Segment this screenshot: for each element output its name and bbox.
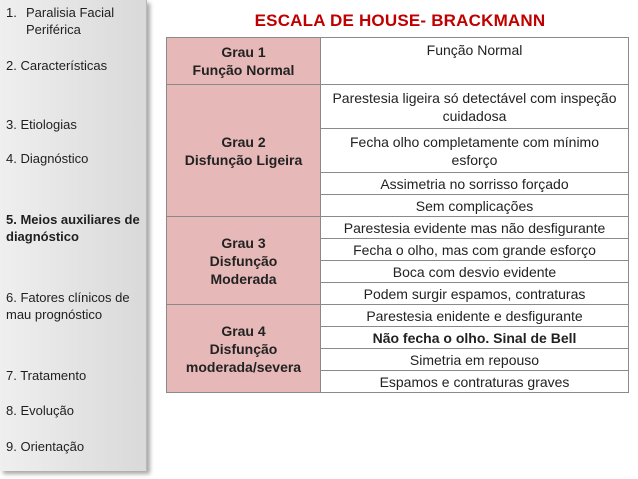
description-cell: Não fecha o olho. Sinal de Bell <box>321 327 629 349</box>
grade-label: Grau 3 <box>221 234 266 251</box>
grade-label: Grau 4 <box>221 322 266 339</box>
table-row <box>167 217 629 239</box>
sidebar-item-diagnostico[interactable]: 4. Diagnóstico <box>6 151 89 166</box>
grade-subtitle: Disfunção <box>209 340 278 357</box>
grade-subtitle-2: moderada/severa <box>185 358 302 375</box>
grade-label: Grau 2 <box>221 133 266 150</box>
grade-label: Grau 1 <box>221 44 266 60</box>
sidebar-item-meios-auxiliares[interactable]: 5. Meios auxiliares de diagnóstico <box>6 212 140 244</box>
table-row <box>167 38 629 85</box>
sidebar-item-tratamento[interactable]: 7. Tratamento <box>6 368 87 383</box>
description-cell: Fecha o olho, mas com grande esforço <box>321 239 629 261</box>
grade-cell-1 <box>167 38 321 85</box>
sidebar-item-label: Paralisia Facial Periférica <box>26 5 115 37</box>
description-cell: Parestesia ligeira só detectável com inspeção cuidadosa <box>321 85 629 129</box>
grade-cell-3 <box>167 217 321 305</box>
description-cell: Boca com desvio evidente <box>321 261 629 283</box>
house-brackmann-table <box>166 37 629 393</box>
sidebar-item-etiologias[interactable]: 3. Etiologias <box>6 117 77 132</box>
grade-cell-4 <box>167 305 321 393</box>
sidebar-item-number: 1. <box>6 5 17 20</box>
grade-cell-2 <box>167 85 321 217</box>
grade-subtitle: Disfunção <box>209 252 278 269</box>
page-title: ESCALA DE HOUSE- BRACKMANN <box>254 11 546 30</box>
sidebar-item-fatores-clinicos[interactable]: 6. Fatores clínicos de mau prognóstico <box>6 290 130 322</box>
sidebar-item-paralisia[interactable] <box>6 4 144 38</box>
description-cell: Sem complicações <box>321 195 629 217</box>
description-cell: Espamos e contraturas graves <box>321 371 629 393</box>
sidebar-item-evolucao[interactable]: 8. Evolução <box>6 403 74 418</box>
description-cell: Podem surgir espamos, contraturas <box>321 283 629 305</box>
sidebar-nav <box>0 0 147 471</box>
sidebar-item-caracteristicas[interactable]: 2. Características <box>6 58 108 73</box>
table-row <box>167 85 629 129</box>
table-row <box>167 305 629 327</box>
description-cell: Parestesia evidente mas não desfigurante <box>321 217 629 239</box>
description-cell: Função Normal <box>321 38 629 85</box>
description-cell: Assimetria no sorrisso forçado <box>321 173 629 195</box>
description-cell: Fecha olho completamente com mínimo esforço <box>321 129 629 173</box>
sidebar-item-orientacao[interactable]: 9. Orientação <box>6 439 85 454</box>
grade-subtitle-2: Moderada <box>210 270 277 287</box>
description-cell: Parestesia enidente e desfigurante <box>321 305 629 327</box>
description-cell: Simetria em repouso <box>321 349 629 371</box>
grade-subtitle: Função Normal <box>192 62 295 78</box>
grade-subtitle: Disfunção Ligeira <box>184 151 303 168</box>
